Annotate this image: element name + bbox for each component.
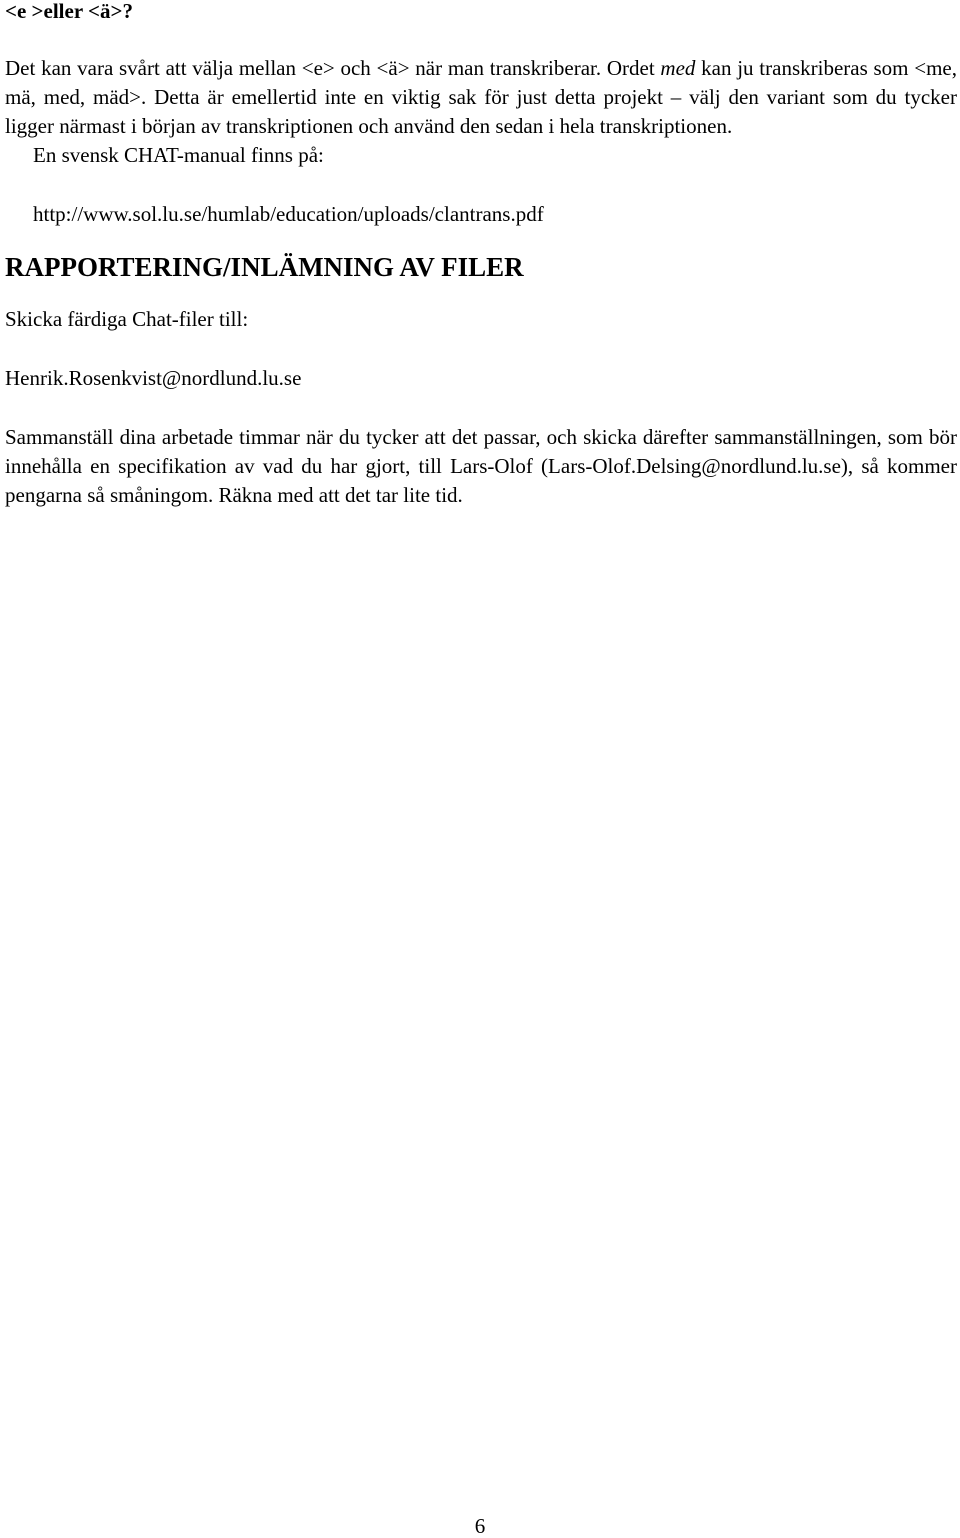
transcription-paragraph — [5, 54, 957, 141]
manual-url[interactable]: http://www.sol.lu.se/humlab/education/uploads/clantrans.pdf — [33, 202, 544, 226]
page-number: 6 — [474, 1514, 486, 1538]
manual-intro: En svensk CHAT-manual finns på: — [33, 143, 324, 167]
section-heading: <e >eller <ä>? — [5, 0, 133, 23]
send-files-text: Skicka färdiga Chat-filer till: — [5, 307, 249, 331]
summary-paragraph: Sammanställ dina arbetade timmar när du tycker att det passar, och skicka därefter sammanställningen, som bör innehålla en specifikation av vad du har gjort, till Lars-Olof (Lars-Olof.Delsing@nordlund.lu.se), så kommer pengarna så småningom. Räkna med att det tar lite tid. — [5, 425, 957, 507]
document-page — [5, 0, 957, 510]
paragraph-text-end: kan ju transkriberas som <me, mä, med, mäd>. Detta är emellertid inte en viktig sak för just detta projekt – välj den variant som du tycker ligger närmast i början av transkriptionen och använd den sedan i hela transkriptionen. — [5, 56, 957, 138]
paragraph-text-start: Det kan vara svårt att välja mellan <e> och <ä> när man transkriberar. Ordet — [5, 56, 661, 80]
contact-email[interactable]: Henrik.Rosenkvist@nordlund.lu.se — [5, 366, 302, 390]
paragraph-italic-word: med — [660, 56, 696, 80]
report-heading: RAPPORTERING/INLÄMNING AV FILER — [5, 252, 524, 282]
